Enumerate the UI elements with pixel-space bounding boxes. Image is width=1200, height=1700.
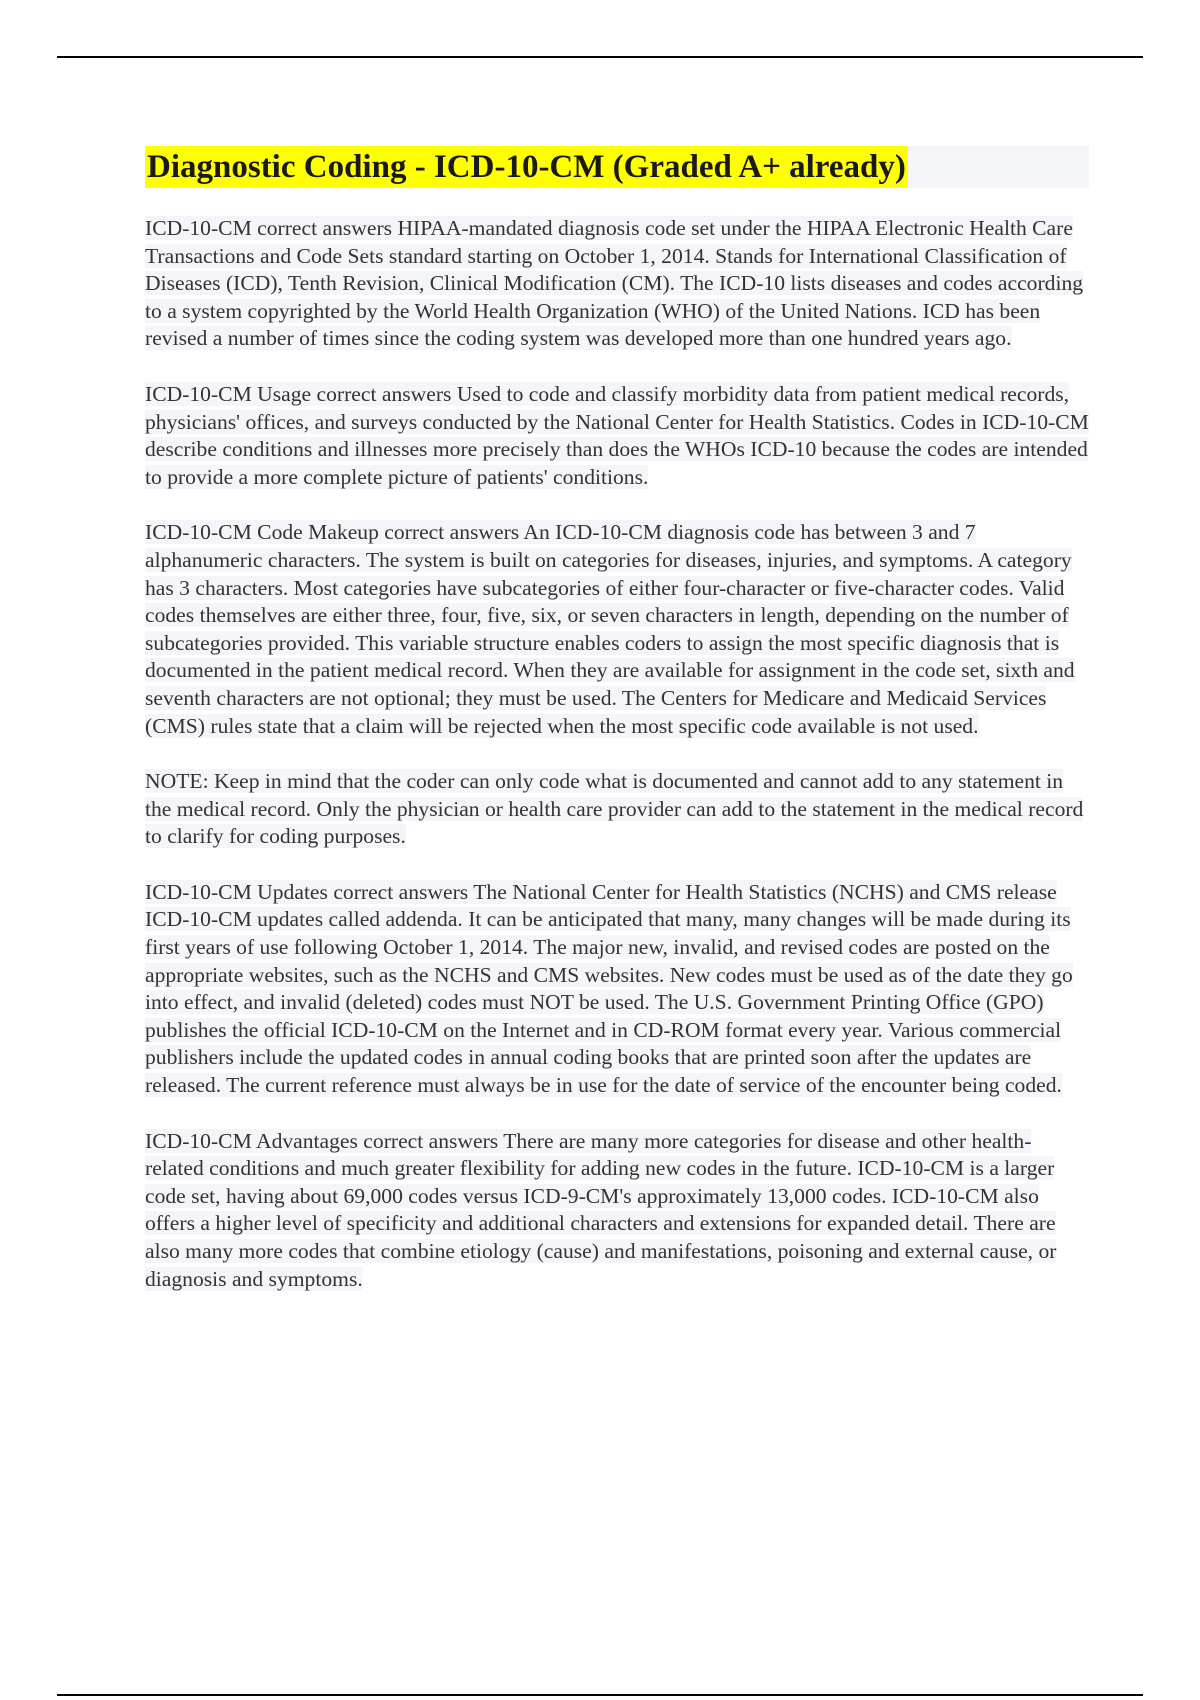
title-row	[145, 146, 1089, 188]
document-title: Diagnostic Coding - ICD-10-CM (Graded A+ already)	[145, 146, 908, 188]
paragraph-icd10cm-definition: ICD-10-CM correct answers HIPAA-mandated diagnosis code set under the HIPAA Electronic Health Care Transactions and Code Sets standard starting on October 1, 2014. Stands for International Classification of Diseases (ICD), Tenth Revision, Clinical Modification (CM). The ICD-10 lists diseases and codes according to a system copyrighted by the World Health Organization (WHO) of the United Nations. ICD has been revised a number of times since the coding system was developed more than one hundred years ago.	[145, 216, 1084, 351]
paragraph-icd10cm-code-makeup: ICD-10-CM Code Makeup correct answers An ICD-10-CM diagnosis code has between 3 and 7 alphanumeric characters. The system is built on categories for diseases, injuries, and symptoms. A category has 3 characters. Most categories have subcategories of either four-character or five-character codes. Valid codes themselves are either three, four, five, six, or seven characters in length, depending on the number of subcategories provided. This variable structure enables coders to assign the most specific diagnosis that is documented in the patient medical record. When they are available for assignment in the code set, sixth and seventh characters are not optional; they must be used. The Centers for Medicare and Medicaid Services (CMS) rules state that a claim will be rejected when the most specific code available is not used.	[145, 520, 1075, 738]
paragraph-icd10cm-advantages: ICD-10-CM Advantages correct answers There are many more categories for disease and other health-related conditions and much greater flexibility for adding new codes in the future. ICD-10-CM is a larger code set, having about 69,000 codes versus ICD-9-CM's approximately 13,000 codes. ICD-10-CM also offers a higher level of specificity and additional characters and extensions for expanded detail. There are also many more codes that combine etiology (cause) and manifestations, poisoning and external cause, or diagnosis and symptoms.	[145, 1128, 1057, 1291]
paragraph-note: NOTE: Keep in mind that the coder can only code what is documented and cannot add to any statement in the medical record. Only the physician or health care provider can add to the statement in the medical record to clarify for coding purposes.	[145, 769, 1084, 849]
document-body	[145, 215, 1089, 1321]
paragraph-icd10cm-updates: ICD-10-CM Updates correct answers The National Center for Health Statistics (NCHS) and CMS release ICD-10-CM updates called addenda. It can be anticipated that many, many changes will be made during its first years of use following October 1, 2014. The major new, invalid, and revised codes are posted on the appropriate websites, such as the NCHS and CMS websites. New codes must be used as of the date they go into effect, and invalid (deleted) codes must NOT be used. The U.S. Government Printing Office (GPO) publishes the official ICD-10-CM on the Internet and in CD-ROM format every year. Various commercial publishers include the updated codes in annual coding books that are printed soon after the updates are released. The current reference must always be in use for the date of service of the encounter being coded.	[145, 879, 1073, 1098]
paragraph-icd10cm-usage: ICD-10-CM Usage correct answers Used to code and classify morbidity data from patient medical records, physicians' offices, and surveys conducted by the National Center for Health Statistics. Codes in ICD-10-CM describe conditions and illnesses more precisely than does the WHOs ICD-10 because the codes are intended to provide a more complete picture of patients' conditions.	[145, 381, 1089, 489]
header-rule	[57, 56, 1143, 58]
footer-rule	[57, 1694, 1143, 1696]
